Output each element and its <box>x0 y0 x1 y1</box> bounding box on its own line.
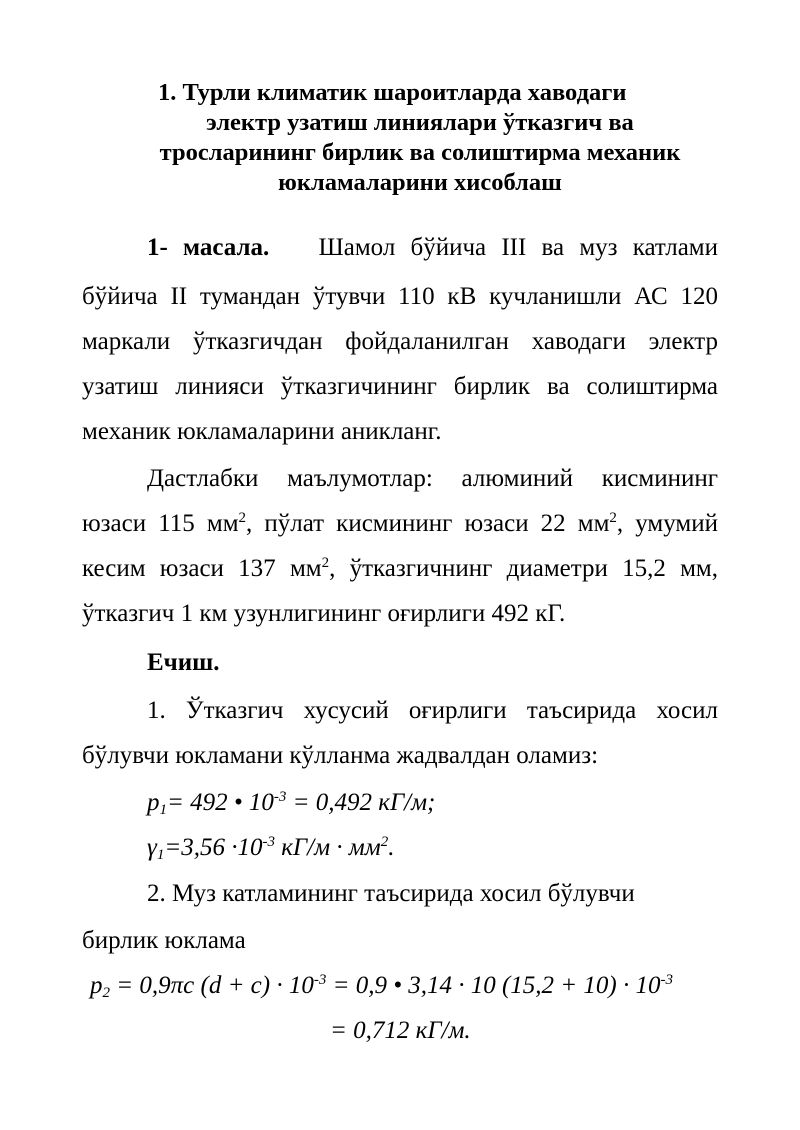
initial-data-line-3: кесим юзаси 137 $мм^2$, ўтказгичнинг диаметри 15,2 мм, <box>82 555 719 582</box>
formula-p1: $p_1= 492$ • $10^{-3} = 0,492$ кГ/м; <box>147 789 436 818</box>
formula-p2-result: = 0,712 кГ/м. <box>330 1017 471 1044</box>
problem-line-2: бўйича II тумандан ўтувчи 110 кВ кучланишли АС 120 <box>82 283 718 310</box>
problem-line-1 <box>147 234 718 262</box>
initial-data-line-2: юзаси 115 $мм^2$, пўлат кисмининг юзаси 22 $мм^2$, умумий <box>82 510 718 537</box>
step-1-line-1: 1. Ўтказгич хусусий оғирлиги таъсирида хосил <box>147 697 718 724</box>
title-line-2: электр узатиш линиялари ўтказгич ва <box>206 109 634 136</box>
formula-gamma1: $\gamma_1=3,56 \cdot 10^{-3}$ $кГ/м \cdot мм^2$. <box>147 834 395 863</box>
formula-p2: $p_2 = 0,9\pi c$ $(d + c) \cdot 10^{-3} = 0,9$ • 3,14 · 10 $(15,2 + 10) \cdot 10^{-3}$ <box>90 972 674 1001</box>
step-1-line-2: бўлувчи юкламани кўлланма жадвалдан оламиз: <box>82 742 599 769</box>
step-2-line-2: бирлик юклама <box>82 927 246 954</box>
solution-label: Ечиш. <box>147 649 220 676</box>
initial-data-line-4: ўтказгич 1 км узунлигининг оғирлиги 492 кГ. <box>82 600 566 627</box>
title-line-4: юкламаларини хисоблаш <box>278 169 562 196</box>
problem-line-3: маркали ўтказгичдан фойдаланилган хаводаги электр <box>82 328 718 355</box>
initial-data-line-1: Дастлабки маълумотлар: алюминий кисмининг <box>147 465 718 492</box>
step-2-line-1: 2. Муз катламининг таъсирида хосил бўлувчи <box>147 880 635 907</box>
section-title <box>100 78 740 198</box>
problem-text-1: Шамол бўйича III ва муз катлами <box>318 234 719 261</box>
problem-label: 1- масала. <box>147 234 270 261</box>
problem-line-5: механик юкламаларини аникланг. <box>82 418 442 445</box>
title-line-3: тросларининг бирлик ва солиштирма механик <box>159 139 681 166</box>
problem-line-4: узатиш линияси ўтказгичининг бирлик ва солиштирма <box>82 373 718 400</box>
title-line-1: 1. Турли климатик шароитларда хаводаги <box>158 79 627 106</box>
